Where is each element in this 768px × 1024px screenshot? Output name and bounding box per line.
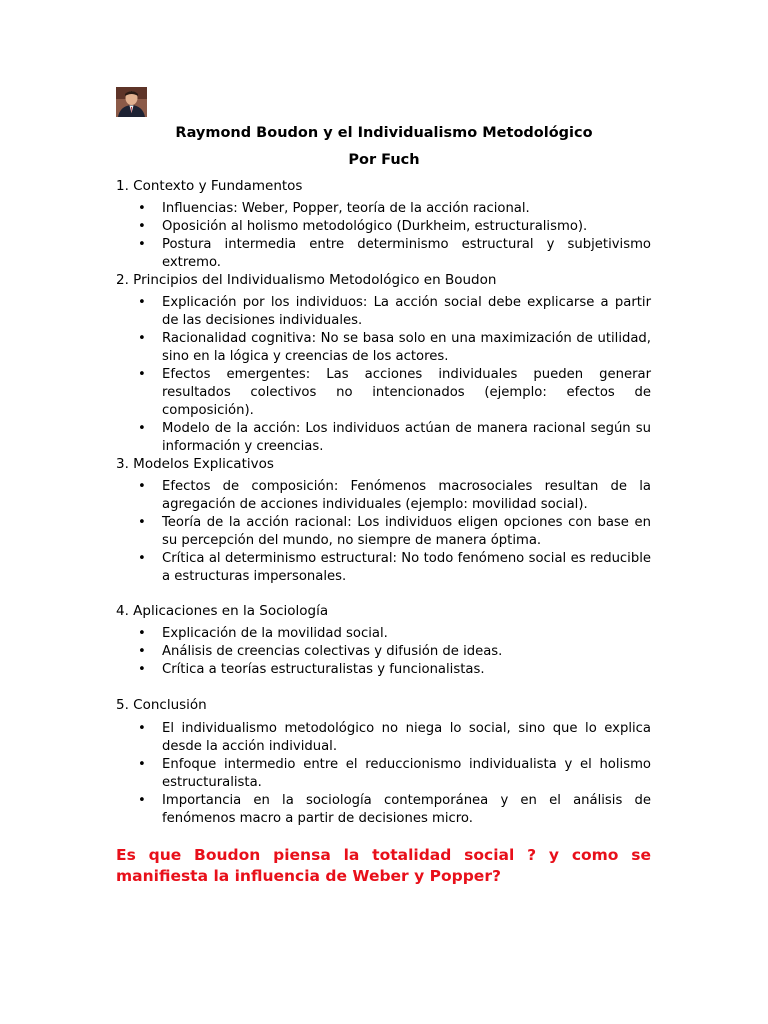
section-list-4 xyxy=(116,625,651,679)
section-heading-3: 3. Modelos Explicativos xyxy=(116,456,274,472)
list-item: • Racionalidad cognitiva: No se basa solo en una maximización de utilidad, sino en la lógica y creencias de los actores. xyxy=(116,330,651,366)
list-item: • Explicación de la movilidad social. xyxy=(116,625,651,643)
author-line: Por Fuch xyxy=(348,152,420,168)
list-item: • Crítica al determinismo estructural: No todo fenómeno social es reducible a estructuras impersonales. xyxy=(116,550,651,586)
section-heading-2: 2. Principios del Individualismo Metodológico en Boudon xyxy=(116,272,497,288)
section-heading-4: 4. Aplicaciones en la Sociología xyxy=(116,603,329,619)
section-heading-1: 1. Contexto y Fundamentos xyxy=(116,178,303,194)
section-list-1 xyxy=(116,200,651,272)
list-item: • Postura intermedia entre determinismo estructural y subjetivismo extremo. xyxy=(116,236,651,272)
list-item: • Modelo de la acción: Los individuos actúan de manera racional según su información y creencias. xyxy=(116,420,651,456)
section-list-2 xyxy=(116,294,651,456)
author-photo xyxy=(116,87,147,117)
list-item: • El individualismo metodológico no niega lo social, sino que lo explica desde la acción individual. xyxy=(116,720,651,756)
list-item: • Oposición al holismo metodológico (Durkheim, estructuralismo). xyxy=(116,218,651,236)
section-list-3 xyxy=(116,478,651,586)
list-item: • Importancia en la sociología contemporánea y en el análisis de fenómenos macro a partir de decisiones micro. xyxy=(116,792,651,828)
list-item: • Influencias: Weber, Popper, teoría de la acción racional. xyxy=(116,200,651,218)
list-item: • Teoría de la acción racional: Los individuos eligen opciones con base en su percepción del mundo, no siempre de manera óptima. xyxy=(116,514,651,550)
list-item: • Efectos emergentes: Las acciones individuales pueden generar resultados colectivos no intencionados (ejemplo: efectos de composición). xyxy=(116,366,651,420)
list-item: • Explicación por los individuos: La acción social debe explicarse a partir de las decisiones individuales. xyxy=(116,294,651,330)
list-item: • Enfoque intermedio entre el reduccionismo individualista y el holismo estructuralista. xyxy=(116,756,651,792)
section-heading-5: 5. Conclusión xyxy=(116,697,207,713)
section-list-5 xyxy=(116,720,651,828)
document-title: Raymond Boudon y el Individualismo Metodológico xyxy=(175,125,593,141)
list-item: • Efectos de composición: Fenómenos macrosociales resultan de la agregación de acciones individuales (ejemplo: movilidad social). xyxy=(116,478,651,514)
closing-question: Es que Boudon piensa la totalidad social ? y como se manifiesta la influencia de Weber y Popper? xyxy=(116,846,651,885)
list-item: • Crítica a teorías estructuralistas y funcionalistas. xyxy=(116,661,651,679)
list-item: • Análisis de creencias colectivas y difusión de ideas. xyxy=(116,643,651,661)
